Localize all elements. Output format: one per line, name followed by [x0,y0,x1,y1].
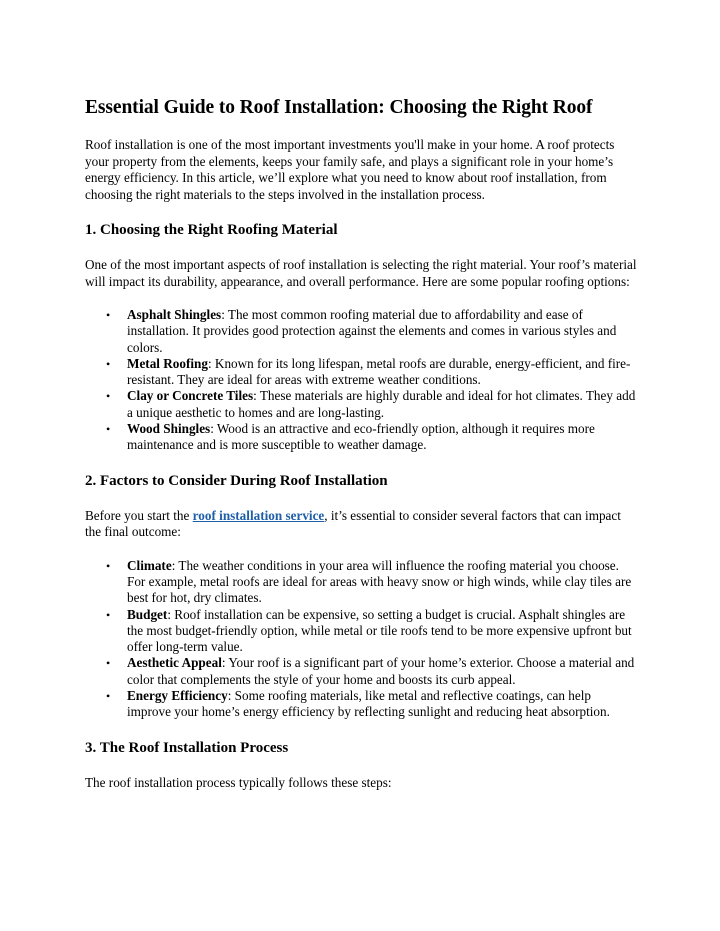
page-title: Essential Guide to Roof Installation: Choosing the Right Roof [85,97,593,118]
list-item [106,307,637,356]
roof-installation-service-link[interactable]: roof installation service [192,507,325,523]
section-3-heading: 3. The Roof Installation Process [85,739,289,756]
section-2-heading: 2. Factors to Consider During Roof Installation [85,472,388,489]
installation-factors-list [85,558,637,721]
document-content [85,96,637,808]
list-item-text: : Known for its long lifespan, metal roofs are durable, energy-efficient, and fire-resistant. They are ideal for areas with extreme weather conditions. [127,355,631,388]
paragraph-text: Before you start the [85,507,193,523]
list-item-text: : Your roof is a significant part of your home’s exterior. Choose a material and color that complements the style of your home and boosts its curb appeal. [127,655,635,687]
bullet-icon: • [106,558,111,573]
list-item [106,688,637,721]
list-item-text: : Roof installation can be expensive, so setting a budget is crucial. Asphalt shingles are the most budget-friendly option, while metal or tile roofs tend to be more expensive upfront but offer long-term value. [127,606,632,655]
list-item [106,557,637,607]
paragraph-text: , it’s essential to consider several factors that can impact the final outcome: [85,507,621,540]
list-item-text: : These materials are highly durable and ideal for hot climates. They add a unique aesthetic to homes and are long-lasting. [127,388,636,420]
section-2-paragraph [85,508,637,541]
bullet-icon: • [106,389,111,404]
list-item-text: : Wood is an attractive and eco-friendly option, although it requires more maintenance and is more susceptible to weather damage. [127,421,595,453]
bullet-icon: • [106,308,111,322]
roofing-materials-list [85,307,637,454]
list-item [106,388,637,421]
list-item-term: Clay or Concrete Tiles [127,388,254,404]
bullet-icon: • [106,422,111,437]
list-item-term: Wood Shingles [127,421,211,437]
list-item-text: : Some roofing materials, like metal and reflective coatings, can help improve your home’s energy efficiency by reflecting sunlight and reducing heat absorption. [127,688,610,720]
section-1-heading: 1. Choosing the Right Roofing Material [85,222,338,238]
list-item-term: Aesthetic Appeal [127,655,222,671]
bullet-icon: • [106,356,111,371]
bullet-icon: • [106,607,111,622]
list-item-term: Energy Efficiency [127,688,228,704]
section-1-paragraph: One of the most important aspects of roof installation is selecting the right material. Your roof’s material will impact its durability, appearance, and overall performance. Here are some popular roofing options: [85,257,637,289]
bullet-icon: • [106,689,111,704]
list-item [106,655,637,688]
list-item [106,606,637,656]
list-item-term: Budget [127,606,168,622]
intro-paragraph: Roof installation is one of the most important investments you'll make in your home. A roof protects your property from the elements, keeps your family safe, and plays a significant role in your home’s energy efficiency. In this article, we’ll explore what you need to know about roof installation, from choosing the right materials to the steps involved in the installation process. [85,137,615,202]
section-3-paragraph: The roof installation process typically follows these steps: [85,774,392,790]
list-item [106,355,637,389]
list-item-text: : The most common roofing material due to affordability and ease of installation. It provides good protection against the elements and comes in various styles and colors. [127,307,617,355]
list-item [106,421,637,454]
list-item-text: : The weather conditions in your area will influence the roofing material you choose. For example, metal roofs are ideal for areas with heavy snow or high winds, while clay tiles are best for hot, dry climates. [127,557,632,606]
bullet-icon: • [106,656,111,671]
list-item-term: Asphalt Shingles [127,307,222,322]
list-item-term: Metal Roofing [127,355,208,371]
list-item-term: Climate [127,557,172,573]
